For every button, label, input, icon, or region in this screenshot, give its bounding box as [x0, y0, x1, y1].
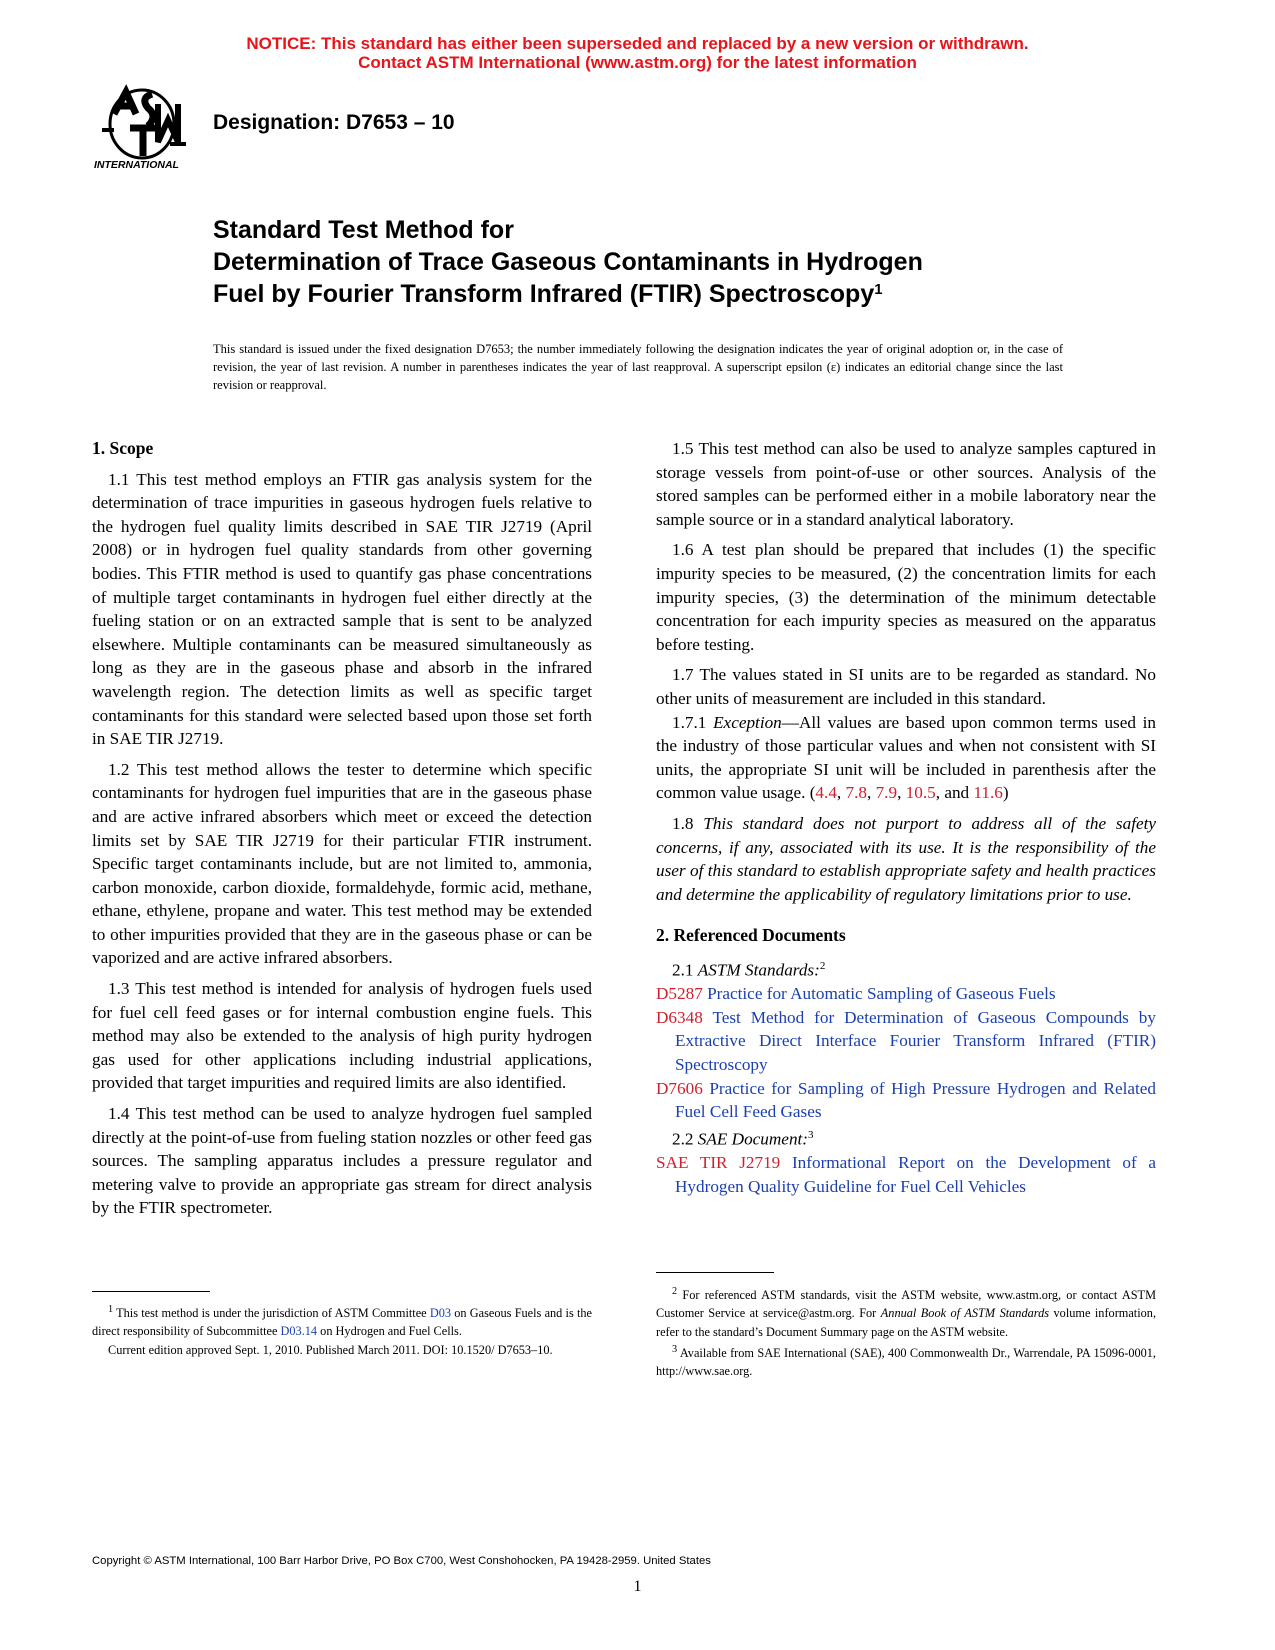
astm-subheading-label: ASTM Standards: — [697, 960, 820, 980]
paragraph-1-2: 1.2 This test method allows the tester to determine which specific contaminants for hydrogen fuel impurities that are in the gaseous phase and are active infrared absorbers which meet or exceed the detection limits set by SAE TIR J2719 for their particular FTIR instrument. Specific target contaminants include, but are not limited to, ammonia, carbon monoxide, carbon dioxide, formaldehyde, formic acid, methane, ethane, ethylene, propane and water. This test method may be extended to other impurities provided that they are in the gaseous phase or can be vaporized and are active infrared absorbers. — [92, 759, 592, 968]
exception-text: —All values are based upon common terms used in the industry of those particular values and when not consistent with SI units, the appropriate SI unit will be included in parenthesis after the common value usage. ( — [656, 712, 1156, 803]
footnote-3-mark: 3 — [672, 1343, 678, 1355]
title-footnote-mark: 1 — [874, 281, 883, 298]
paragraph-1-7: 1.7 The values stated in SI units are to be regarded as standard. No other units of measurement are included in this standard. — [656, 665, 1156, 708]
referenced-documents-heading: 2. Referenced Documents — [656, 925, 846, 946]
paragraph-1-5: 1.5 This test method can also be used to analyze samples captured in storage vessels from point-of-use or other sources. Analysis of the stored samples can be performed either in a mobile laboratory near the sample source or in a standard analytical laboratory. — [656, 439, 1156, 529]
title-line-3: Fuel by Fourier Transform Infrared (FTIR) Spectroscopy — [213, 280, 875, 308]
page-number: 1 — [633, 1578, 642, 1595]
footnotes-right — [656, 1283, 1156, 1381]
footnote-1-mark: 1 — [108, 1304, 114, 1315]
issuance-statement: This standard is issued under the fixed designation D7653; the number immediately following the designation indicates the year of original adoption or, in the case of revision, the year of last revision. A number in parentheses indicates the year of last reapproval. A superscript epsilon (ε) indicates an editorial change since the last revision or reapproval. — [213, 342, 1063, 392]
notice-line-1: NOTICE: This standard has either been superseded and replaced by a new version or withdrawn. — [246, 34, 1029, 53]
footnote-1-text-a: This test method is under the jurisdiction of ASTM Committee — [116, 1306, 427, 1321]
reference-title[interactable]: Test Method for Determination of Gaseous Compounds by Extractive Direct Interface Fourier Transform Infrared (FTIR) Spectroscopy — [675, 1007, 1156, 1074]
footnote-rule-left — [92, 1291, 210, 1292]
copyright-line: Copyright © ASTM International, 100 Barr Harbor Drive, PO Box C700, West Conshohocken, PA 19428-2959. United States — [92, 1555, 711, 1567]
sae-document-subheading — [656, 1124, 1156, 1151]
section-link-7-8[interactable]: 7.8 — [845, 783, 867, 803]
reference-sae-tir-j2719[interactable] — [656, 1151, 1156, 1198]
astm-footnote-mark: 2 — [819, 959, 826, 972]
section-link-10-5[interactable]: 10.5 — [905, 783, 936, 803]
sae-footnote-mark: 3 — [808, 1128, 814, 1141]
footnote-2 — [656, 1283, 1156, 1341]
reference-title[interactable]: Informational Report on the Development of a Hydrogen Quality Guideline for Fuel Cell Vehicles — [675, 1153, 1156, 1196]
reference-d5287[interactable] — [656, 982, 1156, 1006]
sae-subheading-number: 2.2 — [672, 1129, 694, 1149]
section-link-11-6[interactable]: 11.6 — [973, 783, 1003, 803]
paragraph-1-6: 1.6 A test plan should be prepared that includes (1) the specific impurity species to be measured, (2) the concentration limits for each impurity species, (3) the determination of the minimum detectable concentration for each impurity species as measured on the apparatus before testing. — [656, 540, 1156, 654]
right-column — [656, 437, 1156, 1198]
reference-code[interactable]: D6348 — [656, 1007, 703, 1027]
paragraph-1-8-number: 1.8 — [672, 813, 694, 833]
footnote-2-mark: 2 — [672, 1286, 678, 1297]
paragraph-1-8 — [656, 812, 1156, 906]
paragraph-1-7-1-number: 1.7.1 — [672, 712, 707, 732]
reference-code[interactable]: D7606 — [656, 1078, 703, 1098]
paragraph-1-4: 1.4 This test method can be used to analyze hydrogen fuel sampled directly at the point-of-use from fueling station nozzles or other feed gas sources. The sampling apparatus includes a pressure regulator and metering valve to provide an appropriate gas stream for direct analysis by the FTIR spectrometer. — [92, 1104, 592, 1218]
title-line-2: Determination of Trace Gaseous Contaminants in Hydrogen — [213, 248, 923, 276]
subcommittee-link-d03-14[interactable]: D03.14 — [280, 1324, 318, 1339]
sae-subheading-label: SAE Document: — [697, 1129, 809, 1149]
title-line-1: Standard Test Method for — [213, 216, 514, 244]
section-link-7-9[interactable]: 7.9 — [875, 783, 898, 803]
edition-note: Current edition approved Sept. 1, 2010. Published March 2011. DOI: 10.1520/ D7653–10. — [108, 1342, 553, 1357]
footnote-1 — [92, 1301, 592, 1341]
reference-code[interactable]: SAE TIR J2719 — [656, 1153, 781, 1173]
paragraph-1-1: 1.1 This test method employs an FTIR gas analysis system for the determination of trace impurities in gaseous hydrogen fuels relative to the hydrogen fuel quality limits described in SAE TIR J2719 (April 2008) or in hydrogen fuel quality standards from other governing bodies. This FTIR method is used to quantify gas phase concentrations of multiple target contaminants in hydrogen fuel either directly at the fueling station or on an extracted sample that is sent to be analyzed elsewhere. Multiple contaminants can be measured simultaneously as long as they are in the gaseous phase and absorb in the infrared wavelength region. The detection limits as well as specific target contaminants for this standard were selected based upon those set forth in SAE TIR J2719. — [92, 469, 592, 749]
footnote-2-text-a: For referenced ASTM standards, visit the ASTM website, www.astm.org, or contact ASTM Customer Service at service@astm.org. For — [656, 1288, 1157, 1321]
section-link-4-4[interactable]: 4.4 — [815, 783, 837, 803]
annual-book-title: Annual Book of ASTM Standards — [880, 1306, 1050, 1321]
and-word: and — [944, 783, 970, 803]
left-column — [92, 437, 592, 1227]
astm-standards-subheading — [656, 955, 1156, 982]
footnote-1-text-c: on Hydrogen and Fuel Cells. — [320, 1324, 462, 1339]
reference-code[interactable]: D5287 — [656, 984, 703, 1004]
paragraph-1-7-1: 1.7.1 Exception—All values are based upon common terms used in the industry of those particular values and when not consistent with SI units, the appropriate SI unit will be included in parenthesis after the common value usage. (4.4, 7.8, 7.9, 10.5, and 11.6) — [656, 712, 1156, 803]
exception-label: Exception — [713, 712, 782, 732]
withdrawn-notice — [0, 34, 1275, 72]
footnote-rule-right — [656, 1272, 774, 1273]
reference-title[interactable]: Practice for Sampling of High Pressure Hydrogen and Related Fuel Cell Feed Gases — [675, 1078, 1157, 1122]
astm-subheading-number: 2.1 — [672, 960, 694, 980]
scope-heading: 1. Scope — [92, 438, 154, 458]
footnote-1-text-b: on Gaseous Fuels and is the direct responsibility of Subcommittee — [92, 1306, 593, 1339]
logo-international-text: INTERNATIONAL — [94, 159, 179, 171]
reference-d7606[interactable] — [656, 1077, 1156, 1124]
paragraph-1-3: 1.3 This test method is intended for analysis of hydrogen fuels used for fuel cell feed gases or for internal combustion engine fuels. This method may also be extended to the analysis of high purity hydrogen gas used for other applications including industrial applications, provided that target impurities and required limits are also identified. — [92, 979, 592, 1093]
footnotes-left — [92, 1301, 592, 1359]
document-title — [213, 214, 1093, 310]
notice-line-2: Contact ASTM International (www.astm.org) for the latest information — [358, 53, 917, 72]
reference-title[interactable]: Practice for Automatic Sampling of Gaseous Fuels — [707, 984, 1056, 1004]
footnote-2-text-b: volume information, refer to the standard’s Document Summary page on the ASTM website. — [656, 1306, 1157, 1339]
designation: Designation: D7653 – 10 — [213, 111, 455, 134]
footnote-3-text: Available from SAE International (SAE), 400 Commonwealth Dr., Warrendale, PA 15096-0001, http://www.sae.org. — [656, 1346, 1156, 1379]
footnote-3 — [656, 1341, 1156, 1381]
reference-d6348[interactable] — [656, 1006, 1156, 1077]
committee-link-d03[interactable]: D03 — [429, 1306, 452, 1321]
safety-statement: This standard does not purport to address all of the safety concerns, if any, associated with its use. It is the responsibility of the user of this standard to establish appropriate safety and health practices and determine the applicability of regulatory limitations prior to use. — [656, 813, 1157, 904]
